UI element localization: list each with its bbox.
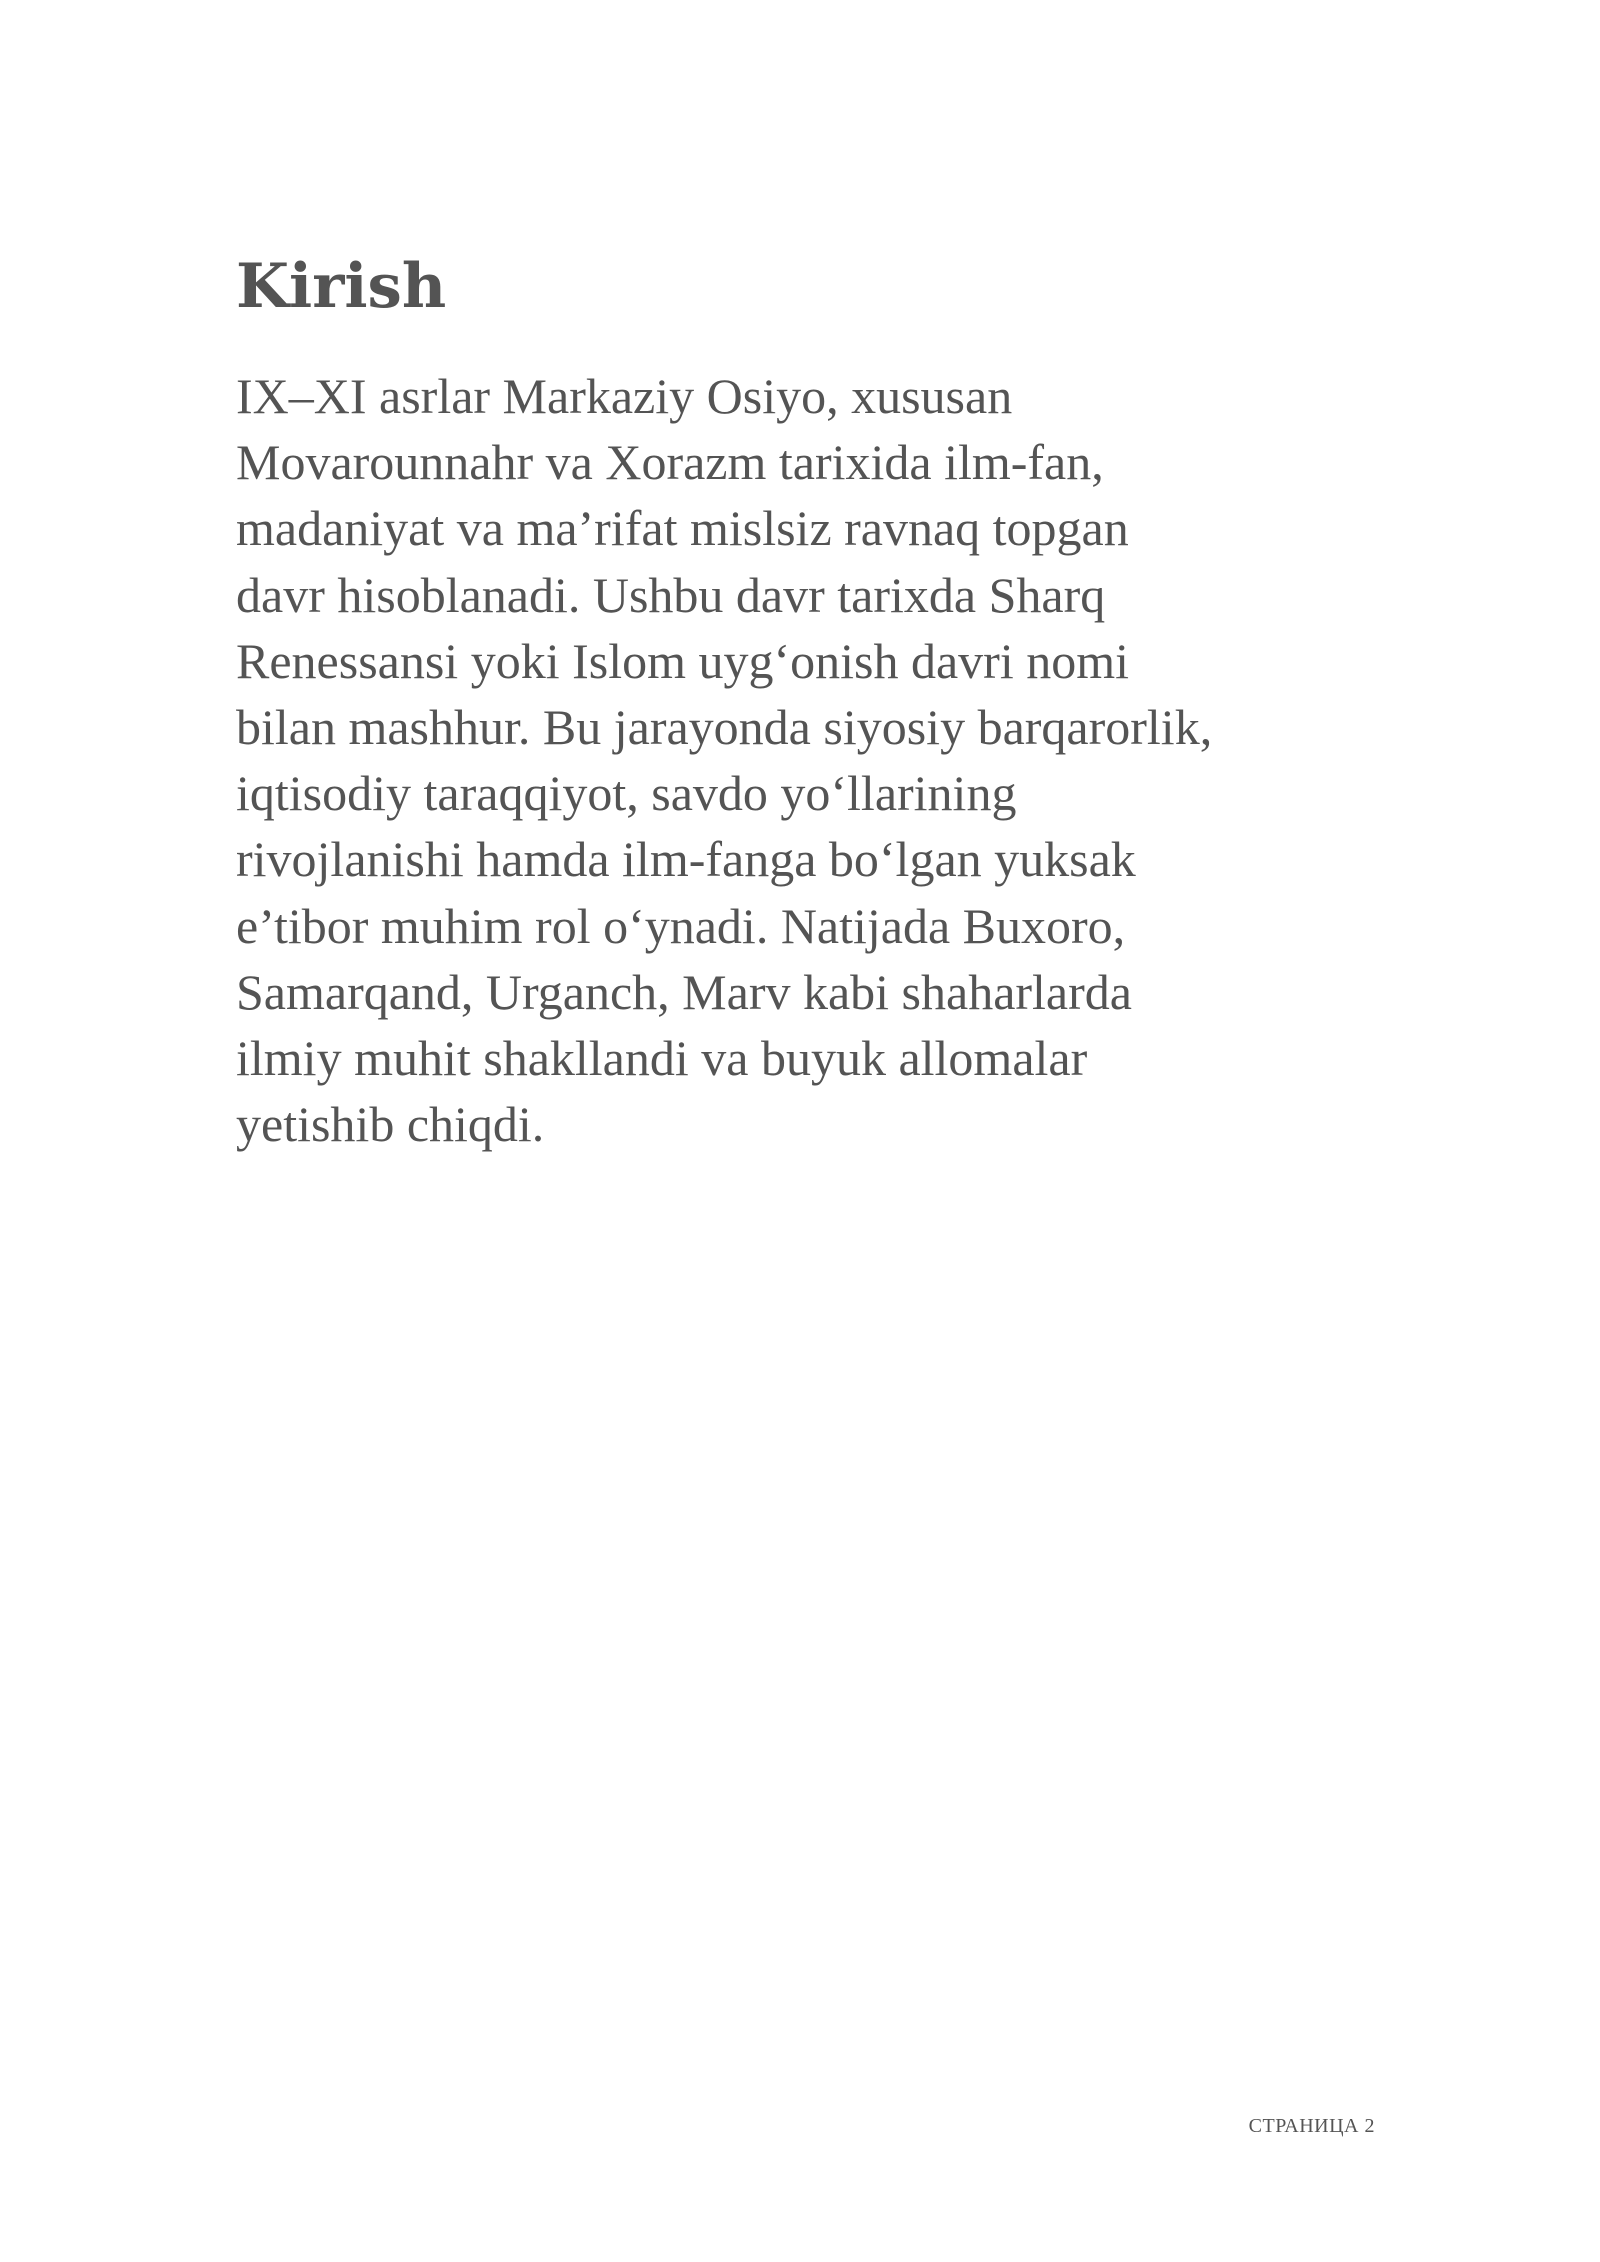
paragraph-line: iqtisodiy taraqqiyot, savdo yo‘llarining [236,765,1017,822]
paragraph-line: e’tibor muhim rol o‘ynadi. Natijada Buxoro, [236,897,1126,954]
paragraph-line: rivojlanishi hamda ilm-fanga bo‘lgan yuksak [236,831,1136,888]
page-number-footer: СТРАНИЦА 2 [1248,2115,1375,2137]
paragraph-line: IX–XI asrlar Markaziy Osiyo, xususan [236,368,1013,424]
paragraph-line: Renessansi yoki Islom uyg‘onish davri nomi [236,632,1129,689]
paragraph-line: bilan mashhur. Bu jarayonda siyosiy barqarorlik, [236,699,1213,756]
paragraph-line: yetishib chiqdi. [236,1096,545,1153]
body-paragraph [236,363,1426,1157]
paragraph-line: davr hisoblanadi. Ushbu davr tarixda Sharq [236,566,1106,623]
paragraph-line: madaniyat va ma’rifat mislsiz ravnaq topgan [236,500,1129,557]
paragraph-line: Samarqand, Urganch, Marv kabi shaharlarda [236,963,1132,1020]
section-heading: Kirish [236,251,447,322]
paragraph-line: Movarounnahr va Xorazm tarixida ilm-fan, [236,434,1104,491]
paragraph-line: ilmiy muhit shakllandi va buyuk allomalar [236,1030,1088,1087]
